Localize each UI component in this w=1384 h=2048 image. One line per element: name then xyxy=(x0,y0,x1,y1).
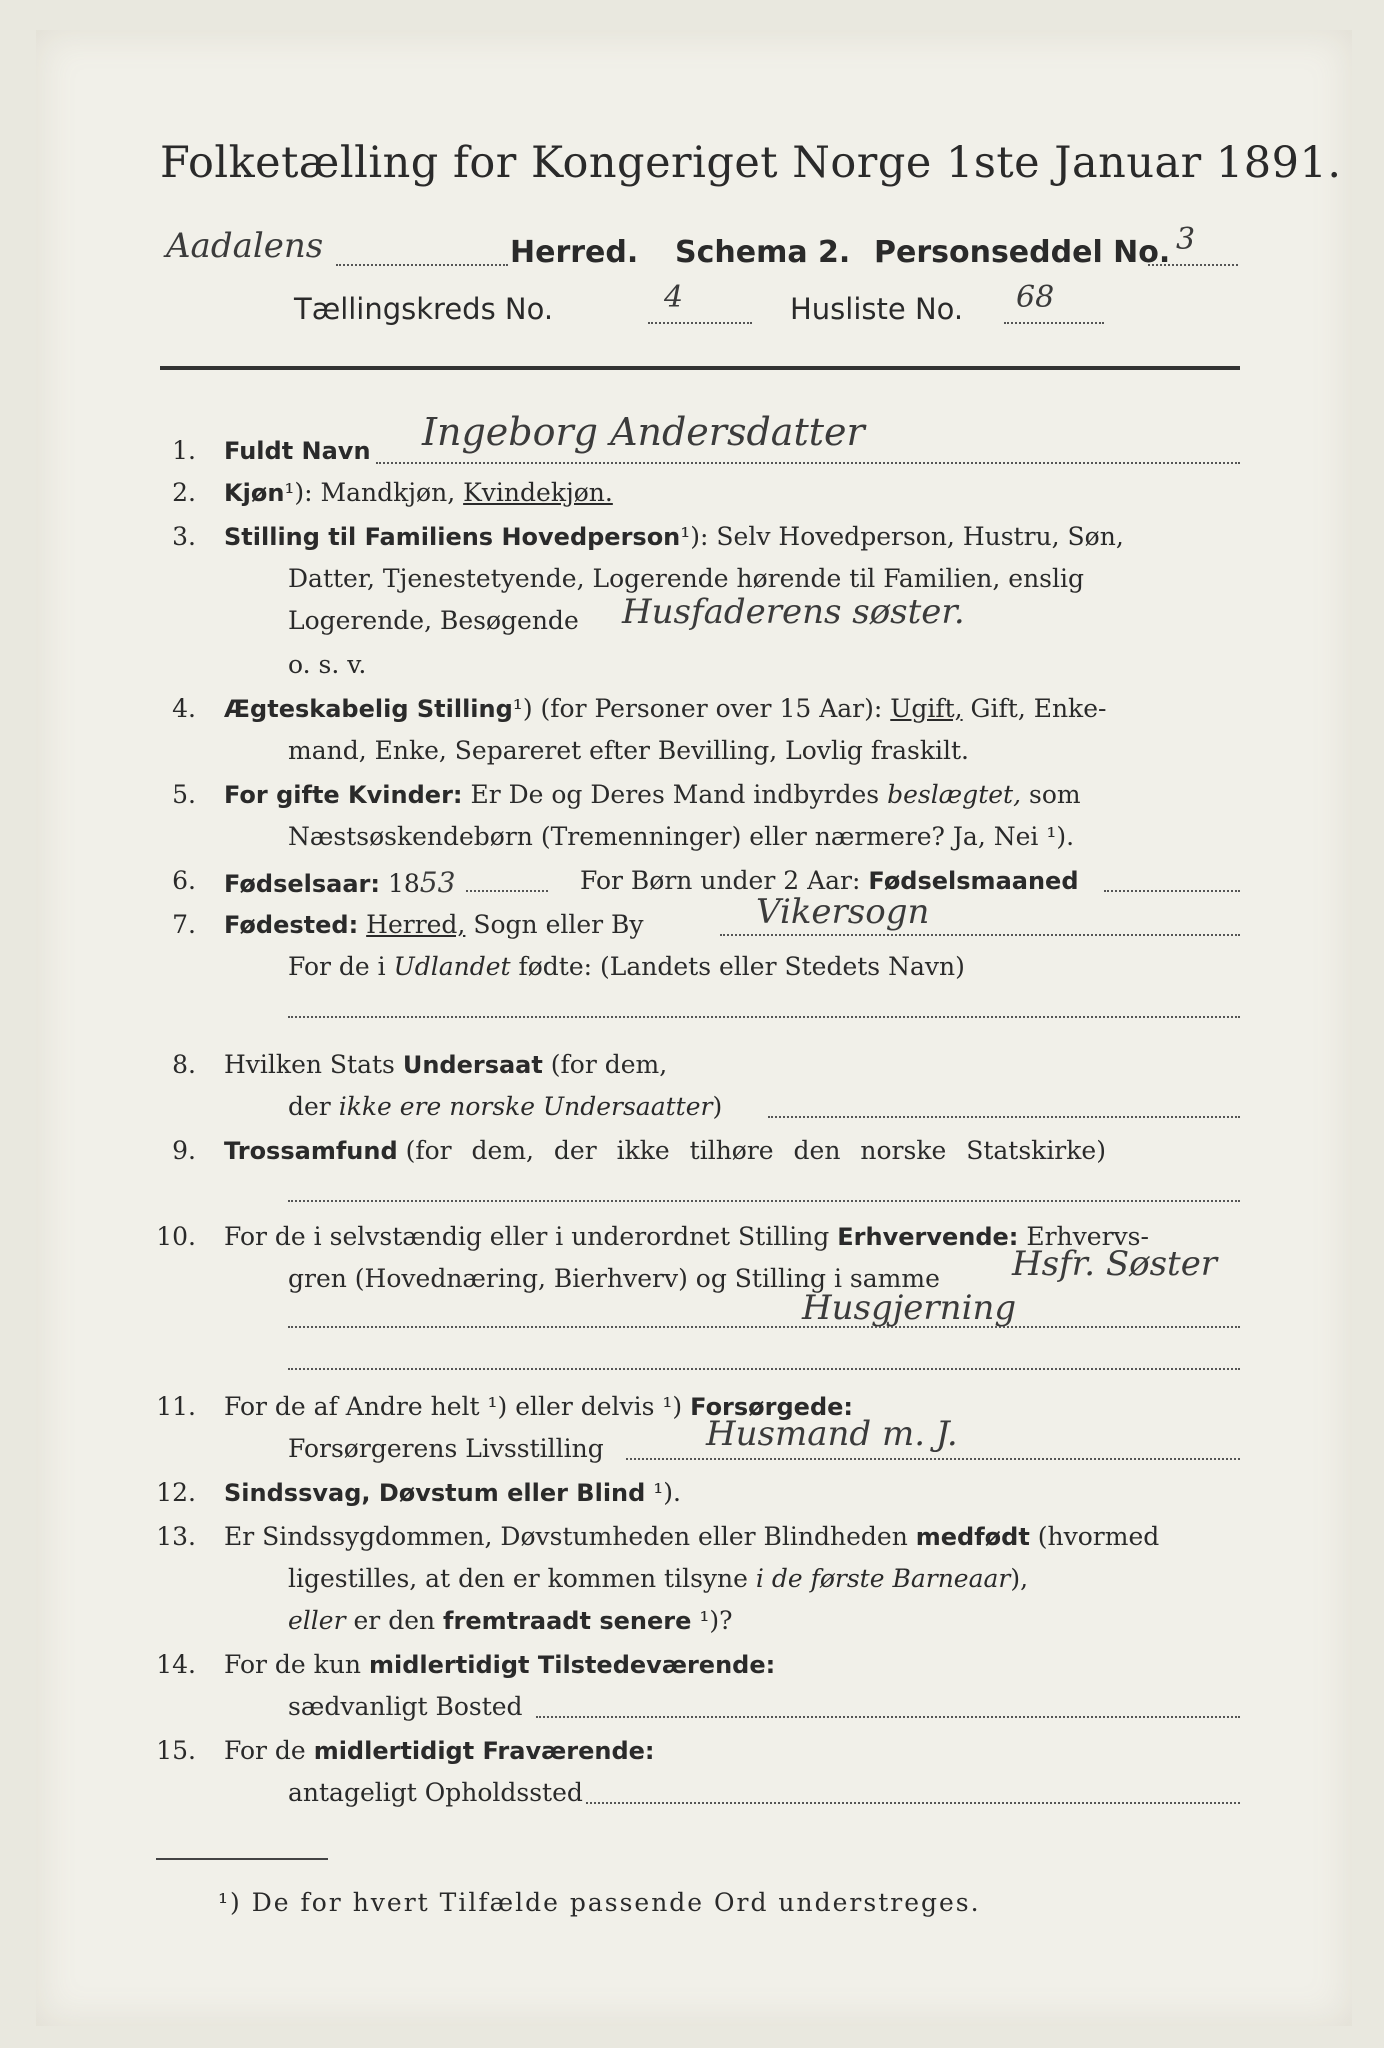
item-number: 1. xyxy=(172,436,196,465)
q2-line: Kjøn¹): Mandkjøn, Kvindekjøn. xyxy=(224,478,613,507)
kreds-value: 4 xyxy=(664,280,684,315)
personseddel-label: Personseddel No. xyxy=(874,235,1171,270)
dotted-line xyxy=(626,1458,1240,1460)
q12-line: Sindssvag, Døvstum eller Blind ¹). xyxy=(224,1478,681,1507)
q15-line1: For de midlertidigt Fraværende: xyxy=(224,1736,655,1765)
dotted-line xyxy=(288,1016,1240,1018)
q13-line2: ligestilles, at den er kommen tilsyne i de første Barneaar), xyxy=(288,1564,1029,1593)
dotted-line xyxy=(288,1200,1240,1202)
footnote-rule xyxy=(156,1858,328,1860)
dotted-line xyxy=(536,1716,1240,1718)
q3-line4: o. s. v. xyxy=(288,650,367,679)
q8-line1: Hvilken Stats Undersaat (for dem, xyxy=(224,1050,668,1079)
item-number: 11. xyxy=(156,1392,196,1421)
q6-mid: For Børn under 2 Aar: Fødselsmaaned xyxy=(580,866,1079,895)
q3-value: Husfaderens søster. xyxy=(622,592,965,632)
dotted-line xyxy=(1004,322,1104,324)
herred-label: Herred. xyxy=(510,235,639,270)
census-form-page xyxy=(36,30,1352,2026)
item-number: 7. xyxy=(172,910,196,939)
q4-line1: Ægteskabelig Stilling¹) (for Personer over 15 Aar): Ugift, Gift, Enke- xyxy=(224,694,1107,723)
q9-line: Trossamfund (for dem, der ikke tilhøre den norske Statskirke) xyxy=(224,1136,1106,1165)
q4-line2: mand, Enke, Separeret efter Bevilling, Lovlig fraskilt. xyxy=(288,736,969,765)
dotted-line xyxy=(768,1116,1240,1118)
q14-line1: For de kun midlertidigt Tilstedeværende: xyxy=(224,1650,776,1679)
q10-line1: For de i selvstændig eller i underordnet Stilling Erhvervende: Erhvervs- xyxy=(224,1222,1149,1251)
dotted-line xyxy=(376,462,1240,464)
item-number: 6. xyxy=(172,866,196,895)
dotted-line xyxy=(466,890,548,892)
dotted-line xyxy=(288,1368,1240,1370)
item-number: 12. xyxy=(156,1478,196,1507)
item-number: 15. xyxy=(156,1736,196,1765)
q3-line3: Logerende, Besøgende xyxy=(288,606,579,635)
q13-line1: Er Sindssygdommen, Døvstumheden eller Blindheden medfødt (hvormed xyxy=(224,1522,1160,1551)
q8-line2: der ikke ere norske Undersaatter) xyxy=(288,1092,723,1121)
herred-value: Aadalens xyxy=(166,226,324,266)
item-number: 13. xyxy=(156,1522,196,1551)
footnote: ¹) De for hvert Tilfælde passende Ord understreges. xyxy=(218,1888,981,1917)
q11-value: Husmand m. J. xyxy=(706,1414,958,1454)
item-number: 10. xyxy=(156,1222,196,1251)
q11-line1: For de af Andre helt ¹) eller delvis ¹) Forsørgede: xyxy=(224,1392,854,1421)
dotted-line xyxy=(1148,264,1238,266)
personseddel-value: 3 xyxy=(1176,222,1196,257)
header-rule xyxy=(160,366,1240,370)
item-number: 5. xyxy=(172,780,196,809)
q1-value: Ingeborg Andersdatter xyxy=(422,410,865,454)
item-number: 3. xyxy=(172,522,196,551)
q7-line1: Fødested: Herred, Sogn eller By xyxy=(224,910,644,939)
q1-label: Fuldt Navn xyxy=(224,437,371,465)
husliste-value: 68 xyxy=(1016,280,1055,315)
q3-line2: Datter, Tjenestetyende, Logerende hørende til Familien, enslig xyxy=(288,564,1085,593)
dotted-line xyxy=(586,1802,1240,1804)
husliste-label: Husliste No. xyxy=(790,292,964,326)
schema-label: Schema 2. xyxy=(675,235,851,270)
q14-line2: sædvanligt Bosted xyxy=(288,1692,523,1721)
kreds-label: Tællingskreds No. xyxy=(294,292,554,326)
dotted-line xyxy=(1104,890,1240,892)
dotted-line xyxy=(288,1326,1240,1328)
q3-line1: Stilling til Familiens Hovedperson¹): Selv Hovedperson, Hustru, Søn, xyxy=(224,522,1124,551)
item-number: 8. xyxy=(172,1050,196,1079)
q5-line2: Næstsøskendebørn (Tremenninger) eller nærmere? Ja, Nei ¹). xyxy=(288,822,1075,851)
item-number: 14. xyxy=(156,1650,196,1679)
item-number: 4. xyxy=(172,694,196,723)
q6-line: Fødselsaar: 1853 xyxy=(224,866,456,899)
q7-value: Vikersogn xyxy=(756,892,930,932)
item-number: 9. xyxy=(172,1136,196,1165)
q10-line2: gren (Hovednæring, Bierhverv) og Stilling i samme xyxy=(288,1264,940,1293)
dotted-line xyxy=(648,322,752,324)
q10-value2: Husgjerning xyxy=(802,1288,1017,1328)
dotted-line xyxy=(720,934,1240,936)
q11-line2: Forsørgerens Livsstilling xyxy=(288,1434,604,1463)
dotted-line xyxy=(336,264,508,266)
q10-value1: Hsfr. Søster xyxy=(1012,1244,1218,1284)
form-title: Folketælling for Kongeriget Norge 1ste Januar 1891. xyxy=(160,138,1342,188)
q7-line2: For de i Udlandet fødte: (Landets eller Stedets Navn) xyxy=(288,952,965,981)
q15-line2: antageligt Opholdssted xyxy=(288,1778,583,1807)
q13-line3: eller er den fremtraadt senere ¹)? xyxy=(288,1606,733,1635)
q5-line1: For gifte Kvinder: Er De og Deres Mand indbyrdes beslægtet, som xyxy=(224,780,1081,809)
item-number: 2. xyxy=(172,478,196,507)
